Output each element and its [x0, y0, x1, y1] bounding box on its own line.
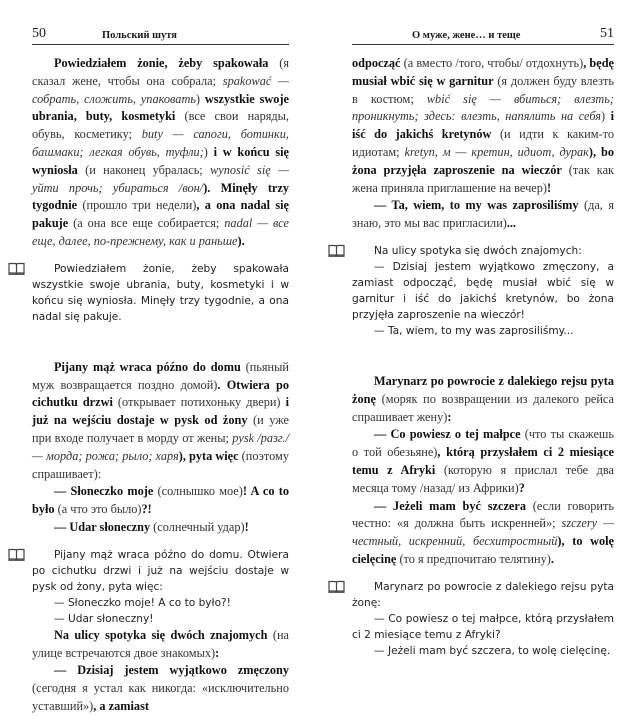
punctuation: ?: [518, 480, 525, 495]
book-icon: [8, 548, 25, 561]
polish-phrase: — Ta, wiem, to my was zaprosiliśmy: [374, 198, 579, 213]
gloss: pysk /разг./ — морда; рожа; рыло; харя: [32, 430, 289, 463]
polish-phrase: Marynarz po powrocie z dalekiego rejsu pyta żonę: [352, 373, 614, 406]
plain-paragraph: Marynarz po powrocie z dalekiego rejsu pyta żonę:: [352, 580, 614, 609]
translation: (поэтому спрашивает):: [32, 448, 289, 481]
punctuation: !: [546, 180, 552, 195]
plain-text-block: [32, 261, 289, 325]
translation: (что ты скажешь о той обезьяне): [352, 427, 614, 460]
gloss: spakować — собрать, сложить, упаковать: [32, 73, 289, 106]
plain-paragraph: Powiedziałem żonie, żeby spakowała wszystkie swoje ubrania, buty, kosmetyki i w końcu się wyniosła. Minęły trzy tygodnie, a ona nadal się pakuje.: [32, 262, 289, 323]
translation: (пьяный муж возвращается поздно домой): [32, 359, 289, 392]
translation: (моряк по возвращении из далекого рейса спрашивает жену): [352, 391, 614, 424]
translation: (я должен буду влезть в костюм;: [352, 73, 614, 106]
translation: (все свои наряды, обувь, косметику;: [32, 109, 290, 142]
punctuation: !: [244, 519, 249, 534]
page-number: 50: [32, 26, 46, 41]
plain-paragraph: Na ulicy spotyka się dwóch znajomych:: [374, 244, 582, 257]
book-icon: [8, 262, 25, 275]
polish-phrase: i już na wejściu dostaje w pysk od żony: [32, 395, 289, 428]
translation: (то я предпочитаю телятину): [396, 551, 551, 566]
polish-phrase: , będę musiał wbić się w garnitur: [352, 56, 614, 88]
annotated-paragraph: [352, 55, 614, 197]
polish-phrase: wszystkie swoje ubrania, buty, kosmetyki: [32, 91, 289, 124]
punctuation: ...: [506, 216, 517, 231]
page-header: [32, 0, 289, 45]
gloss: szczery — честный, искренний, бесхитростный: [352, 516, 614, 549]
translation: (а она все еще собирается;: [68, 216, 225, 231]
translation: (прошло три недели): [77, 198, 197, 213]
page-number: 51: [600, 26, 614, 41]
polish-phrase: . Otwiera po cichutku drzwi: [32, 377, 289, 410]
polish-phrase: ! A co to było: [32, 484, 289, 517]
page-header: [352, 0, 614, 45]
dialogue-line: [32, 483, 289, 519]
gloss: nadal — все еще, далее, по-прежнему, как и раньше: [32, 216, 289, 248]
polish-phrase: — Jeżeli mam być szczera: [374, 498, 526, 513]
polish-phrase: , a zamiast: [93, 698, 149, 713]
running-head: Польский шутя: [102, 30, 177, 41]
translation: ): [195, 91, 205, 106]
polish-phrase: , którą przysłałem ci 2 miesiące temu z Afryki: [352, 445, 614, 477]
left-page: [32, 0, 290, 713]
translation: (я сказал жене, чтобы она собрала;: [32, 56, 289, 88]
book-icon: [328, 580, 345, 593]
gloss: kretyn, м — кретин, идиот, дурак: [404, 144, 589, 159]
punctuation: ).: [237, 233, 245, 248]
translation: (если говорить честно: «я должна быть искренней»;: [352, 498, 614, 531]
polish-phrase: Pijany mąż wraca późno do domu: [54, 359, 241, 374]
polish-phrase: — Dzisiaj jestem wyjątkowo zmęczony: [54, 663, 289, 678]
plain-dialogue-line: — Ta, wiem, to my was zaprosiliśmy...: [374, 324, 574, 337]
translation: (солнечный удар): [150, 519, 245, 534]
dialogue-line: [32, 662, 289, 715]
translation: (и идти к каким-то идиотам;: [352, 127, 614, 159]
plain-text-block: [32, 547, 289, 627]
punctuation: ): [557, 534, 562, 549]
polish-phrase: — Słoneczko moje: [54, 484, 154, 499]
plain-paragraph: Pijany mąż wraca późno do domu. Otwiera po cichutku drzwi i już na wejściu dostaje w pysk od żony, pyta więc:: [32, 548, 289, 593]
translation: (и уже при входе получает в морду от жены;: [32, 413, 289, 445]
polish-phrase: pyta więc: [189, 448, 239, 463]
plain-dialogue-line: — Słoneczko moje! A co to było?!: [54, 596, 231, 609]
translation: (так как жена приняла приглашение на вечер): [352, 162, 614, 195]
annotated-paragraph: [352, 373, 614, 426]
gloss: wbić się — вбиться; влезть; проникнуть; здесь: влезть, напялить на себя: [352, 91, 614, 124]
polish-phrase: i w końcu się wyniosła: [32, 144, 289, 177]
translation: ): [600, 109, 611, 124]
plain-text-block: [352, 579, 614, 659]
polish-phrase: Na ulicy spotyka się dwóch znajomych: [54, 627, 268, 642]
translation: (да, я знаю, это мы вас пригласили): [352, 198, 614, 231]
annotated-paragraph: [32, 55, 289, 251]
gloss: wynosić się — уйти прочь; убираться /вон/: [32, 162, 289, 195]
plain-dialogue-line: — Udar słoneczny!: [54, 612, 154, 625]
polish-phrase: Powiedziałem żonie, żeby spakowała: [54, 56, 269, 70]
dialogue-line: [352, 426, 614, 497]
polish-phrase: odpocząć: [352, 56, 401, 70]
book-icon: [328, 244, 345, 257]
punctuation: .: [550, 551, 554, 566]
translation: (которую я прислал тебе два месяца тому /назад/ из Африки): [352, 462, 614, 495]
gloss: buty — сапоги, ботинки, башмаки; легкая обувь, туфли;: [32, 127, 289, 159]
running-head: О муже, жене… и теще: [412, 30, 521, 41]
dialogue-line: [352, 498, 614, 569]
punctuation: ).: [203, 180, 221, 195]
plain-dialogue-line: — Co powiesz o tej małpce, którą przysłałem ci 2 miesiące temu z Afryki?: [352, 612, 614, 641]
polish-phrase: — Udar słoneczny: [54, 519, 151, 534]
translation: (сегодня я устал как никогда: «исключительно уставший»): [32, 681, 289, 713]
polish-phrase: bo żona przyjęła zaproszenie na wieczór: [352, 144, 614, 177]
polish-phrase: i iść do jakichś kretynów: [352, 109, 614, 142]
translation: (на улице встречаются двое знакомых): [32, 627, 289, 660]
polish-phrase: Minęły trzy tygodnie: [32, 180, 289, 213]
annotated-paragraph: [32, 359, 289, 484]
plain-text-block: [352, 243, 614, 339]
dialogue-line: [32, 519, 289, 537]
translation: (солнышко мое): [153, 484, 243, 499]
polish-phrase: — Co powiesz o tej małpce: [374, 427, 521, 442]
translation: (а что это было): [54, 502, 142, 517]
plain-dialogue-line: — Dzisiaj jestem wyjątkowo zmęczony, a zamiast odpocząć, będę musiał wbić się w garnitur i iść do jakichś kretynów, bo żona przyjęła zaproszenie na wieczór!: [352, 260, 614, 321]
polish-phrase: , a ona nadal się pakuje: [32, 198, 289, 231]
polish-phrase: , to wolę cielęcinę: [352, 534, 615, 566]
translation: (а вместо /того, чтобы/ отдохнуть): [400, 56, 584, 70]
translation: ): [203, 144, 214, 159]
annotated-paragraph: [32, 627, 289, 663]
punctuation: ),: [588, 144, 601, 159]
punctuation: :: [215, 645, 220, 660]
dialogue-line: [352, 197, 614, 233]
translation: (и наконец убралась;: [77, 162, 211, 177]
punctuation: ?!: [141, 502, 152, 517]
translation: (открывает потихоньку двери): [112, 395, 286, 410]
punctuation: ),: [178, 448, 189, 463]
punctuation: :: [447, 409, 452, 424]
plain-dialogue-line: — Jeżeli mam być szczera, to wolę cielęcinę.: [374, 644, 611, 657]
right-page: [352, 0, 615, 657]
